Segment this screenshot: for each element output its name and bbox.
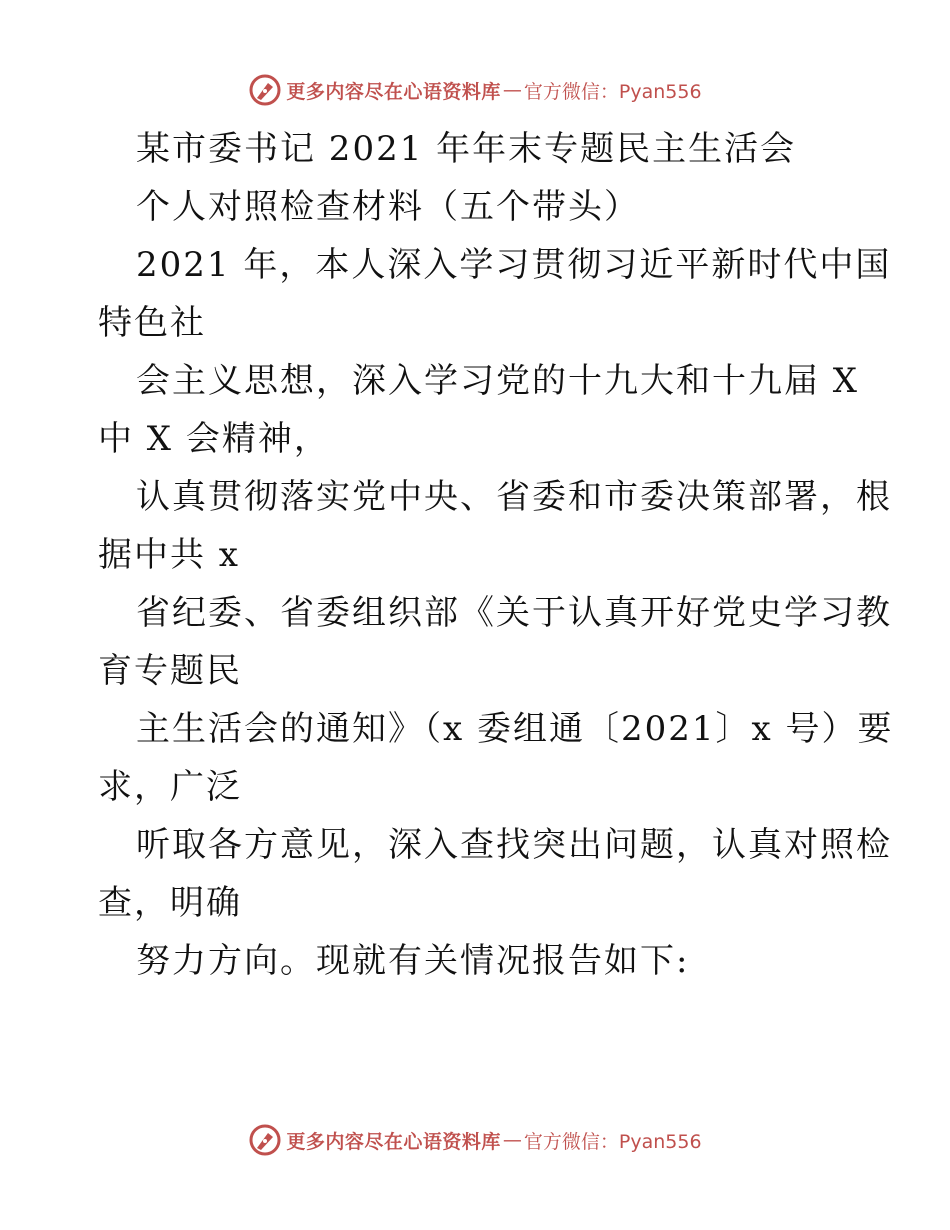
text-line: 查，明确	[98, 883, 242, 923]
text-line: 特色社	[98, 303, 206, 343]
watermark-contact: 官方微信：Pyan556	[523, 1130, 702, 1153]
document-subtitle: 个人对照检查材料（五个带头）	[136, 187, 640, 227]
text-line: 求，广泛	[98, 767, 242, 807]
document-title: 某市委书记 2021 年年末专题民主生活会	[136, 129, 797, 169]
text-line: 中 X 会精神，	[98, 419, 330, 459]
text-line: 据中共 x	[98, 535, 240, 575]
text-line: 省纪委、省委组织部《关于认真开好党史学习教	[136, 593, 892, 633]
text-line: 2021 年，本人深入学习贯彻习近平新时代中国	[136, 245, 892, 285]
text-line: 育专题民	[98, 651, 242, 691]
text-line: 会主义思想，深入学习党的十九大和十九届 X	[136, 361, 860, 401]
pen-nib-logo-icon	[248, 1123, 282, 1157]
text-line: 主生活会的通知》（x 委组通〔2021〕x 号）要	[136, 709, 894, 749]
text-line: 认真贯彻落实党中央、省委和市委决策部署，根	[136, 477, 892, 517]
watermark-separator: —	[502, 79, 522, 101]
watermark-contact: 官方微信：Pyan556	[523, 80, 702, 103]
text-line: 努力方向。现就有关情况报告如下:	[136, 941, 690, 981]
watermark-separator: —	[502, 1129, 522, 1151]
watermark-text: 更多内容尽在心语资料库	[286, 1130, 501, 1153]
document-body	[98, 120, 894, 990]
header-watermark	[0, 70, 950, 110]
watermark-text: 更多内容尽在心语资料库	[286, 80, 501, 103]
footer-watermark	[0, 1120, 950, 1160]
text-line: 听取各方意见，深入查找突出问题，认真对照检	[136, 825, 892, 865]
pen-nib-logo-icon	[248, 73, 282, 107]
